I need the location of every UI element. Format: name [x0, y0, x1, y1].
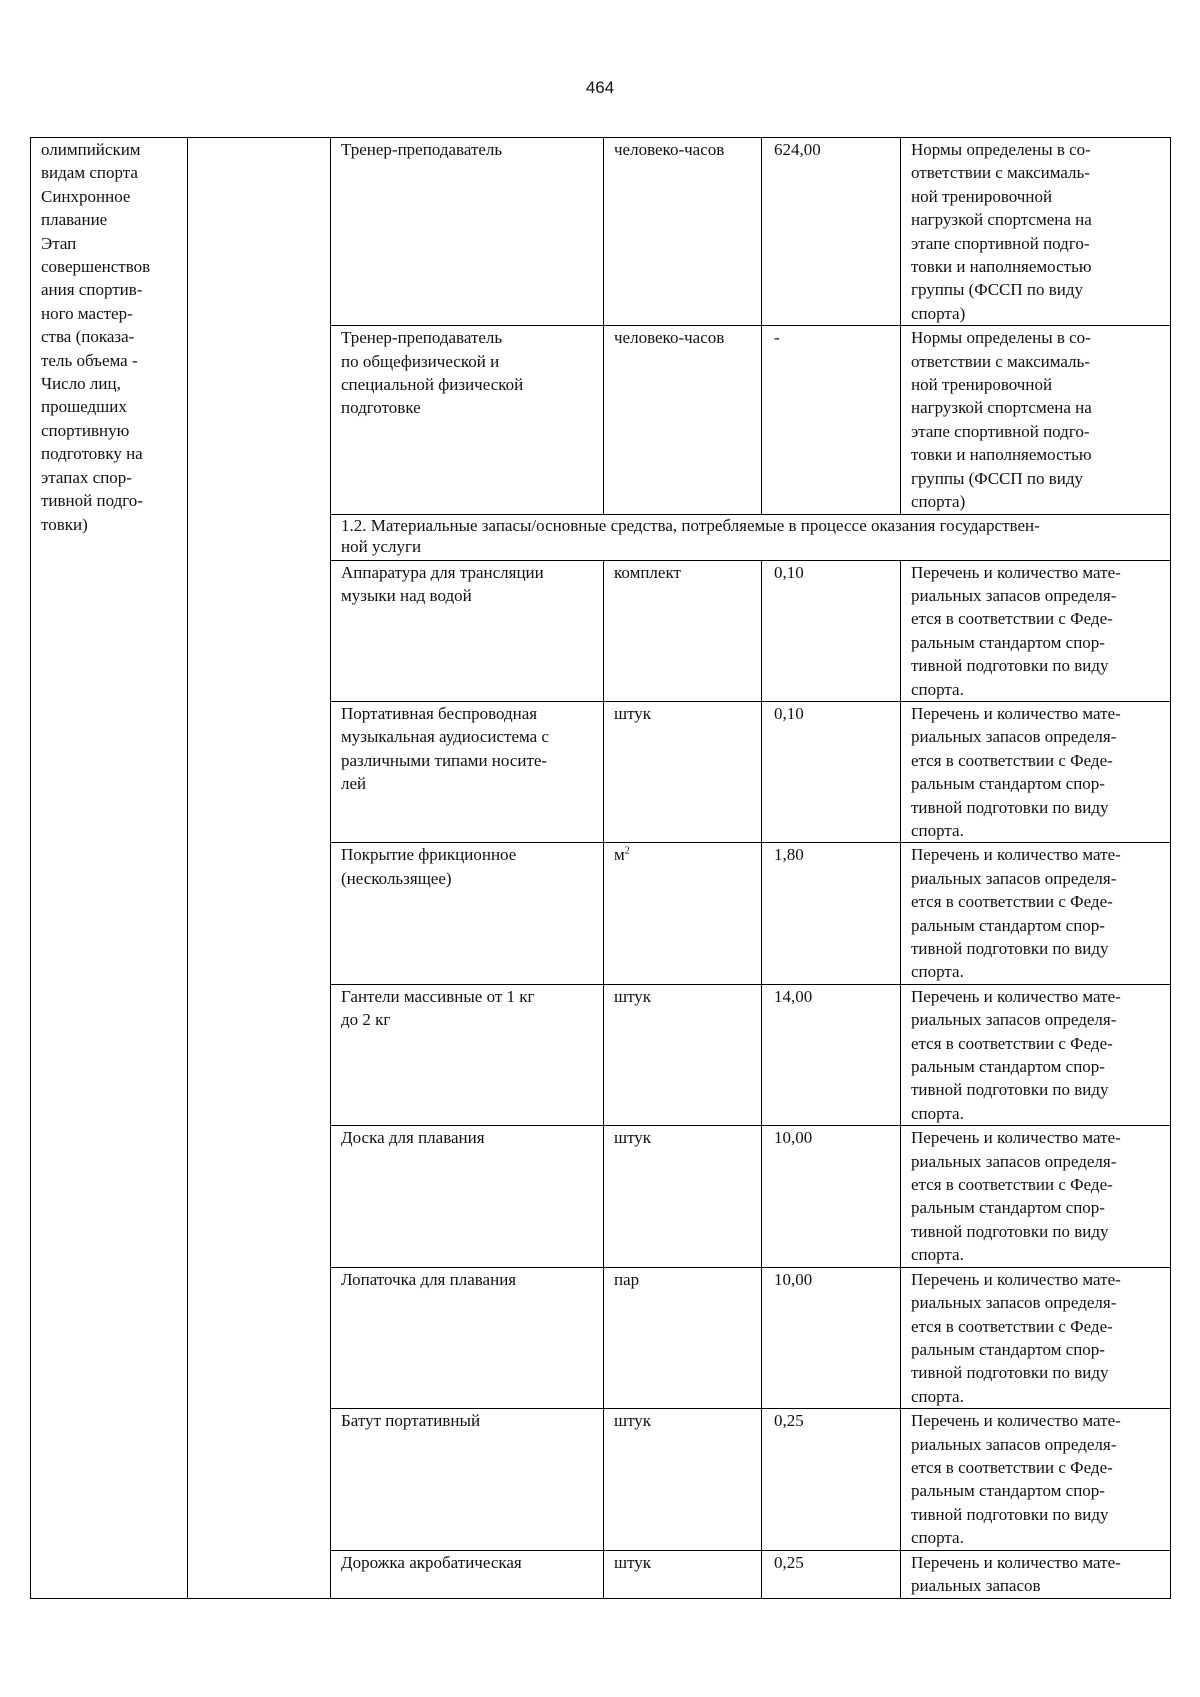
- unit: человеко-часов: [614, 328, 725, 348]
- value: 10,00: [774, 1269, 813, 1289]
- note-cell: [901, 701, 1171, 842]
- unit-cell: [604, 701, 762, 842]
- value-cell: [762, 1267, 901, 1408]
- item-name: Лопаточка для плавания: [341, 1269, 517, 1289]
- item-name-cell: [331, 138, 604, 326]
- unit-cell: [604, 1409, 762, 1550]
- note-cell: [901, 138, 1171, 326]
- item-name-cell: [331, 560, 604, 701]
- service-description: олимпийским видам спорта Синхронное плавание Этап совершенствов ания спортив- ного мастер- ства (показа- тель объема - Число лиц, прошедших спортивную подготовку на этапах спор- тивной подго- товки): [41, 140, 151, 534]
- item-name-cell: [331, 1267, 604, 1408]
- value: 0,10: [774, 703, 804, 723]
- unit: штук: [614, 703, 652, 723]
- value-cell: [762, 138, 901, 326]
- item-name-cell: [331, 1550, 604, 1598]
- page-number: 464: [585, 78, 615, 97]
- item-name: Тренер-преподаватель по общефизической и специальной физической подготовке: [341, 328, 524, 418]
- value-cell: [762, 326, 901, 514]
- unit: штук: [614, 986, 652, 1006]
- note: Перечень и количество мате- риальных запасов определя- ется в соответствии с Феде- ральным стандартом спор- тивной подготовки по виду спорта.: [911, 1128, 1121, 1265]
- unit: комплект: [614, 562, 681, 582]
- item-name: Покрытие фрикционное (нескользящее): [341, 845, 517, 888]
- note-cell: [901, 1126, 1171, 1267]
- item-name: Тренер-преподаватель: [341, 140, 503, 159]
- item-name: Дорожка акробатическая: [341, 1552, 522, 1572]
- value-cell: [762, 843, 901, 984]
- value-cell: [762, 984, 901, 1125]
- note: Перечень и количество мате- риальных запасов определя- ется в соответствии с Феде- ральным стандартом спор- тивной подготовки по виду спорта.: [911, 562, 1121, 699]
- value: -: [774, 328, 780, 348]
- note-cell: [901, 1409, 1171, 1550]
- value: 10,00: [774, 1128, 813, 1148]
- unit-cell: [604, 560, 762, 701]
- service-description-cell: [31, 138, 188, 1599]
- note-cell: [901, 326, 1171, 514]
- unit: человеко-часов: [614, 140, 725, 159]
- value-cell: [762, 560, 901, 701]
- empty-column-cell: [188, 138, 331, 1599]
- norms-table: [30, 137, 1171, 1599]
- note-cell: [901, 843, 1171, 984]
- item-name-cell: [331, 1409, 604, 1550]
- section-heading: 1.2. Материальные запасы/основные средства, потребляемые в процессе оказания государствен- ной услуги: [341, 515, 1040, 556]
- note-cell: [901, 560, 1171, 701]
- unit-superscript: 2: [624, 845, 630, 857]
- unit: штук: [614, 1411, 652, 1431]
- note: Перечень и количество мате- риальных запасов: [911, 1552, 1121, 1595]
- unit-cell: [604, 1126, 762, 1267]
- item-name: Аппаратура для трансляции музыки над водой: [341, 562, 544, 605]
- value-cell: [762, 1126, 901, 1267]
- unit-cell: [604, 326, 762, 514]
- value: 0,25: [774, 1411, 804, 1431]
- note: Перечень и количество мате- риальных запасов определя- ется в соответствии с Феде- ральным стандартом спор- тивной подготовки по виду спорта.: [911, 703, 1121, 840]
- note: Нормы определены в со- ответствии с максималь- ной тренировочной нагрузкой спортсмена на этапе спортивной подго- товки и наполняемостью группы (ФССП по виду спорта): [911, 328, 1092, 512]
- item-name-cell: [331, 701, 604, 842]
- value: 1,80: [774, 845, 804, 865]
- note: Перечень и количество мате- риальных запасов определя- ется в соответствии с Феде- ральным стандартом спор- тивной подготовки по виду спорта.: [911, 1269, 1121, 1406]
- item-name: Портативная беспроводная музыкальная аудиосистема с различными типами носите- лей: [341, 703, 549, 794]
- unit: штук: [614, 1552, 652, 1572]
- item-name: Гантели массивные от 1 кг до 2 кг: [341, 986, 535, 1030]
- item-name-cell: [331, 984, 604, 1125]
- value: 0,25: [774, 1552, 804, 1572]
- value-cell: [762, 701, 901, 842]
- unit: пар: [614, 1269, 640, 1289]
- item-name-cell: [331, 1126, 604, 1267]
- note-cell: [901, 984, 1171, 1125]
- value: 14,00: [774, 986, 813, 1006]
- item-name-cell: [331, 843, 604, 984]
- item-name-cell: [331, 326, 604, 514]
- value-cell: [762, 1409, 901, 1550]
- value-cell: [762, 1550, 901, 1598]
- note: Нормы определены в со- ответствии с максималь- ной тренировочной нагрузкой спортсмена на этапе спортивной подго- товки и наполняемостью группы (ФССП по виду спорта): [911, 140, 1092, 323]
- note: Перечень и количество мате- риальных запасов определя- ется в соответствии с Феде- ральным стандартом спор- тивной подготовки по виду спорта.: [911, 845, 1121, 982]
- note-cell: [901, 1550, 1171, 1598]
- unit-cell: [604, 843, 762, 984]
- section-heading-cell: [331, 514, 1171, 560]
- note: Перечень и количество мате- риальных запасов определя- ется в соответствии с Феде- ральным стандартом спор- тивной подготовки по виду спорта.: [911, 986, 1121, 1123]
- unit-cell: [604, 138, 762, 326]
- table-row: [31, 138, 1171, 326]
- unit-cell: [604, 984, 762, 1125]
- note-cell: [901, 1267, 1171, 1408]
- unit: штук: [614, 1128, 652, 1148]
- unit-cell: [604, 1550, 762, 1598]
- note: Перечень и количество мате- риальных запасов определя- ется в соответствии с Феде- ральным стандартом спор- тивной подготовки по виду спорта.: [911, 1411, 1121, 1548]
- value: 624,00: [774, 140, 821, 159]
- value: 0,10: [774, 562, 804, 582]
- unit: м: [614, 845, 625, 865]
- item-name: Батут портативный: [341, 1411, 481, 1431]
- unit-cell: [604, 1267, 762, 1408]
- item-name: Доска для плавания: [341, 1128, 485, 1148]
